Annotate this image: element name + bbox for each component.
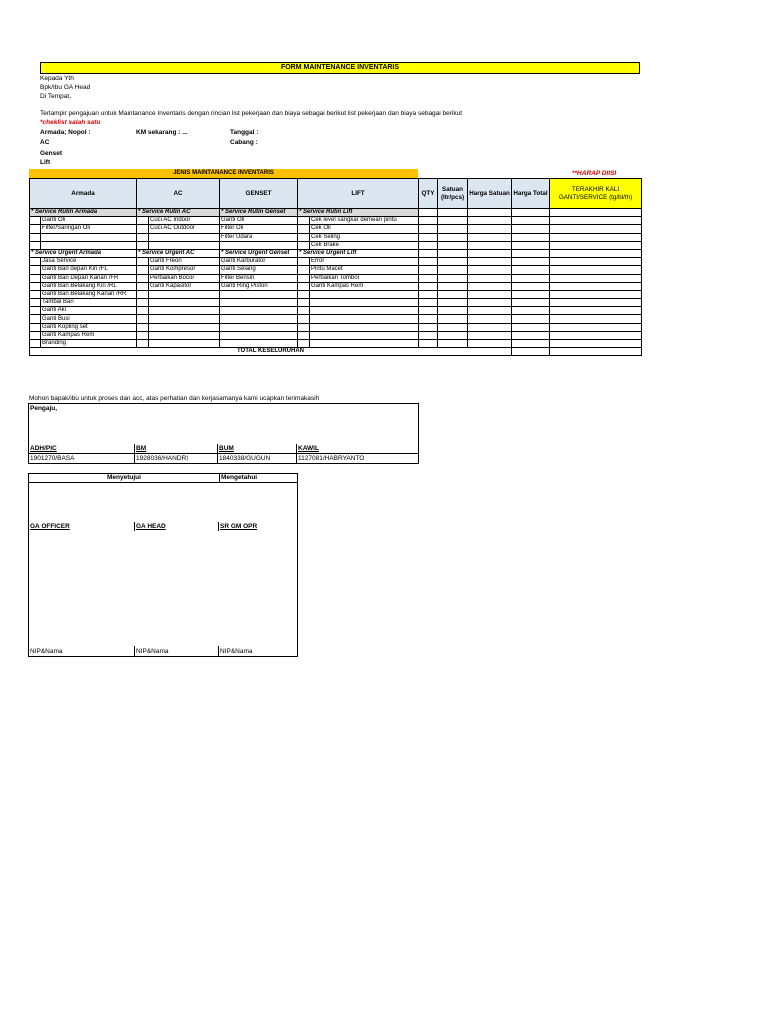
name-kawil: 1127081/HABRYANTO <box>298 455 365 462</box>
checkbox-cell[interactable] <box>137 258 149 266</box>
terakhir-cell[interactable] <box>550 340 642 348</box>
harga-total-cell[interactable] <box>512 274 550 282</box>
checkbox-cell[interactable] <box>30 323 41 331</box>
role-kawil: KAWIL <box>298 445 319 452</box>
terakhir-cell[interactable] <box>550 290 642 298</box>
harga-total-cell[interactable] <box>512 233 550 241</box>
item-lift <box>310 290 419 298</box>
qty-cell[interactable] <box>419 217 438 225</box>
terakhir-cell[interactable] <box>550 282 642 290</box>
checkbox-cell[interactable] <box>30 266 41 274</box>
table-header-row <box>30 179 642 209</box>
item-ac <box>149 299 220 307</box>
checkbox-cell[interactable] <box>137 217 149 225</box>
header-lift: LIFT <box>298 179 419 209</box>
checkbox-cell[interactable] <box>298 323 310 331</box>
item-genset: Ganti Selang <box>220 266 298 274</box>
item-ac: Perbaikan Bocor <box>149 274 220 282</box>
role-ga-head: GA HEAD <box>136 523 166 530</box>
satuan-cell[interactable] <box>438 209 468 217</box>
column-divider <box>218 522 219 531</box>
table-row <box>30 315 642 323</box>
checkbox-cell[interactable] <box>137 299 149 307</box>
nip-ga-head: NIP&Nama <box>136 648 169 655</box>
checkbox-cell[interactable] <box>137 225 149 233</box>
rutin-header-lift: * Service Rutin Lift <box>298 209 419 217</box>
harga-total-cell[interactable] <box>512 282 550 290</box>
checkbox-cell[interactable] <box>30 340 41 348</box>
terakhir-cell[interactable] <box>550 233 642 241</box>
item-ac: Cuci AC Outdoor <box>149 225 220 233</box>
item-genset: Ganti Oli <box>220 217 298 225</box>
satuan-cell[interactable] <box>438 323 468 331</box>
table-row <box>30 290 642 298</box>
column-divider <box>296 444 297 463</box>
item-lift: Cek Brake <box>310 241 419 249</box>
item-armada: Ganti Kopling set <box>41 323 137 331</box>
qty-cell[interactable] <box>419 315 438 323</box>
harga-total-cell[interactable] <box>512 323 550 331</box>
item-armada: Ganti Busi <box>41 315 137 323</box>
rutin-header-ac: * Service Rutin AC <box>137 209 220 217</box>
table-row <box>30 217 642 225</box>
checkbox-cell[interactable] <box>298 266 310 274</box>
qty-cell[interactable] <box>419 290 438 298</box>
harga-satuan-cell[interactable] <box>468 209 512 217</box>
table-row <box>30 282 642 290</box>
required-note: **HARAP DIISI <box>572 170 617 177</box>
item-genset: Ganti Ring Piston <box>220 282 298 290</box>
checkbox-cell[interactable] <box>30 307 41 315</box>
checkbox-cell[interactable] <box>30 258 41 266</box>
form-title: FORM MAINTENANCE INVENTARIS <box>40 62 640 74</box>
qty-cell[interactable] <box>419 331 438 339</box>
name-adh-pic: 1901270/BASA <box>30 455 75 462</box>
checkbox-cell[interactable] <box>137 340 149 348</box>
armada-nopol-label: Armada; Nopol : <box>40 129 91 136</box>
harga-total-cell[interactable] <box>512 331 550 339</box>
item-lift: Cek Oli <box>310 225 419 233</box>
harga-satuan-cell[interactable] <box>468 249 512 257</box>
satuan-cell[interactable] <box>438 290 468 298</box>
qty-cell[interactable] <box>419 249 438 257</box>
item-armada <box>41 233 137 241</box>
checkbox-cell[interactable] <box>298 315 310 323</box>
urgent-header-genset: * Service Urgent Genset <box>220 249 298 257</box>
harga-satuan-cell[interactable] <box>468 233 512 241</box>
item-lift: Ganti Kampas Rem <box>310 282 419 290</box>
checklist-note: *cheklist salah satu <box>40 119 101 126</box>
item-ac <box>149 323 220 331</box>
role-adh-pic: ADH/PIC <box>30 445 57 452</box>
harga-total-cell[interactable] <box>512 225 550 233</box>
qty-cell[interactable] <box>419 266 438 274</box>
item-genset <box>220 307 298 315</box>
total-label: TOTAL KESELURUHAN <box>30 348 512 356</box>
satuan-cell[interactable] <box>438 340 468 348</box>
qty-cell[interactable] <box>419 258 438 266</box>
item-genset: Filter Udara <box>220 233 298 241</box>
item-lift <box>310 299 419 307</box>
satuan-cell[interactable] <box>438 331 468 339</box>
harga-satuan-cell[interactable] <box>468 258 512 266</box>
addressee-line-1: Kepada Yth <box>40 75 74 82</box>
column-divider <box>218 646 219 656</box>
item-armada: Ganti Aki <box>41 307 137 315</box>
qty-cell[interactable] <box>419 323 438 331</box>
table-row <box>30 233 642 241</box>
header-harga-total: Harga Total <box>512 179 550 209</box>
urgent-header-ac: * Service Urgent AC <box>137 249 220 257</box>
item-ac <box>149 331 220 339</box>
item-armada: Tambal Ban <box>41 299 137 307</box>
pengaju-label: Pengaju, <box>30 405 58 412</box>
terakhir-cell[interactable] <box>550 258 642 266</box>
km-label: KM sekarang : ... <box>136 129 188 136</box>
item-lift <box>310 340 419 348</box>
menyetujui-header: Menyetujui <box>29 474 219 483</box>
approval-box-pengaju <box>28 403 419 464</box>
table-row <box>30 340 642 348</box>
terakhir-cell[interactable] <box>550 348 642 356</box>
checkbox-cell[interactable] <box>30 274 41 282</box>
satuan-cell[interactable] <box>438 315 468 323</box>
checkbox-cell[interactable] <box>30 290 41 298</box>
column-divider <box>134 522 135 531</box>
genset-label: Genset <box>40 150 63 157</box>
item-genset <box>220 299 298 307</box>
header-qty: QTY <box>419 179 438 209</box>
harga-total-cell[interactable] <box>512 307 550 315</box>
checkbox-cell[interactable] <box>137 307 149 315</box>
column-divider <box>217 444 218 463</box>
checkbox-cell[interactable] <box>30 233 41 241</box>
satuan-cell[interactable] <box>438 299 468 307</box>
harga-satuan-cell[interactable] <box>468 225 512 233</box>
checkbox-cell[interactable] <box>30 217 41 225</box>
item-lift <box>310 323 419 331</box>
satuan-cell[interactable] <box>438 225 468 233</box>
checkbox-cell[interactable] <box>30 241 41 249</box>
satuan-cell[interactable] <box>438 282 468 290</box>
column-divider <box>134 444 135 463</box>
checkbox-cell[interactable] <box>298 282 310 290</box>
harga-total-cell[interactable] <box>512 241 550 249</box>
table-row <box>30 331 642 339</box>
header-harga-satuan: Harga Satuan <box>468 179 512 209</box>
terakhir-cell[interactable] <box>550 315 642 323</box>
item-armada: Jasa Service <box>41 258 137 266</box>
harga-satuan-cell[interactable] <box>468 331 512 339</box>
item-lift <box>310 331 419 339</box>
checkbox-cell[interactable] <box>137 241 149 249</box>
section-title-bar: JENIS MAINTANANCE INVENTARIS <box>29 169 418 178</box>
item-genset <box>220 241 298 249</box>
urgent-section-row <box>30 249 642 257</box>
checkbox-cell[interactable] <box>137 290 149 298</box>
checkbox-cell[interactable] <box>30 282 41 290</box>
item-lift <box>310 315 419 323</box>
item-armada: Ganti Ban Belakang Kanan /RR <box>41 290 137 298</box>
item-genset: Filter Bensin <box>220 274 298 282</box>
item-genset <box>220 331 298 339</box>
role-bm: BM <box>136 445 147 452</box>
checkbox-cell[interactable] <box>137 233 149 241</box>
item-genset <box>220 323 298 331</box>
header-ac: AC <box>137 179 220 209</box>
qty-cell[interactable] <box>419 225 438 233</box>
terakhir-cell[interactable] <box>550 331 642 339</box>
harga-total-cell[interactable] <box>512 315 550 323</box>
rutin-header-genset: * Service Rutin Genset <box>220 209 298 217</box>
harga-total-cell[interactable] <box>512 209 550 217</box>
item-lift: Pintu Macet <box>310 266 419 274</box>
checkbox-cell[interactable] <box>30 331 41 339</box>
checkbox-cell[interactable] <box>137 323 149 331</box>
addressee-line-3: Di Tempat, <box>40 93 71 100</box>
table-row <box>30 266 642 274</box>
checkbox-cell[interactable] <box>298 274 310 282</box>
item-genset: Filter Oli <box>220 225 298 233</box>
qty-cell[interactable] <box>419 233 438 241</box>
role-ga-officer: GA OFFICER <box>30 523 70 530</box>
item-genset <box>220 290 298 298</box>
harga-satuan-cell[interactable] <box>468 315 512 323</box>
qty-cell[interactable] <box>419 241 438 249</box>
harga-satuan-cell[interactable] <box>468 282 512 290</box>
item-ac: Ganti Freon <box>149 258 220 266</box>
satuan-cell[interactable] <box>438 217 468 225</box>
rutin-header-armada: * Service Rutin Armada <box>30 209 137 217</box>
harga-satuan-cell[interactable] <box>468 299 512 307</box>
satuan-cell[interactable] <box>438 307 468 315</box>
item-lift <box>310 307 419 315</box>
checkbox-cell[interactable] <box>298 241 310 249</box>
checkbox-cell[interactable] <box>298 307 310 315</box>
checkbox-cell[interactable] <box>298 233 310 241</box>
satuan-cell[interactable] <box>438 233 468 241</box>
table-row <box>30 274 642 282</box>
terakhir-cell[interactable] <box>550 266 642 274</box>
terakhir-cell[interactable] <box>550 217 642 225</box>
checkbox-cell[interactable] <box>30 315 41 323</box>
table-row <box>30 299 642 307</box>
approval-box-menyetujui <box>28 473 298 657</box>
qty-cell[interactable] <box>419 209 438 217</box>
item-ac: Ganti Kompresor <box>149 266 220 274</box>
item-ac <box>149 290 220 298</box>
checkbox-cell[interactable] <box>298 340 310 348</box>
checkbox-cell[interactable] <box>30 225 41 233</box>
checkbox-cell[interactable] <box>298 258 310 266</box>
item-ac <box>149 241 220 249</box>
checkbox-cell[interactable] <box>298 299 310 307</box>
item-genset <box>220 315 298 323</box>
grand-total-cell[interactable] <box>512 348 550 356</box>
mengetahui-header: Mengetahui <box>219 474 297 483</box>
table-row <box>30 307 642 315</box>
cabang-label: Cabang : <box>230 139 258 146</box>
item-armada <box>41 241 137 249</box>
item-armada: Ganti Ban depan Kiri /FL <box>41 266 137 274</box>
harga-total-cell[interactable] <box>512 266 550 274</box>
item-armada: Ganti Kampas Rem <box>41 331 137 339</box>
checkbox-cell[interactable] <box>298 225 310 233</box>
harga-satuan-cell[interactable] <box>468 241 512 249</box>
item-genset <box>220 340 298 348</box>
item-armada: Ganti Oli <box>41 217 137 225</box>
table-row <box>30 225 642 233</box>
item-ac <box>149 233 220 241</box>
terakhir-cell[interactable] <box>550 241 642 249</box>
checkbox-cell[interactable] <box>298 290 310 298</box>
item-lift: Error <box>310 258 419 266</box>
checkbox-cell[interactable] <box>137 315 149 323</box>
terakhir-cell[interactable] <box>550 299 642 307</box>
satuan-cell[interactable] <box>438 266 468 274</box>
terakhir-cell[interactable] <box>550 209 642 217</box>
checkbox-cell[interactable] <box>137 274 149 282</box>
item-ac <box>149 340 220 348</box>
item-armada: Ganti Ban Depan Kanan /FR <box>41 274 137 282</box>
item-armada: Filter/Saringan Oli <box>41 225 137 233</box>
rutin-section-row <box>30 209 642 217</box>
satuan-cell[interactable] <box>438 258 468 266</box>
satuan-cell[interactable] <box>438 241 468 249</box>
qty-cell[interactable] <box>419 299 438 307</box>
header-satuan: Satuan (ltr/pcs) <box>438 179 468 209</box>
satuan-cell[interactable] <box>438 274 468 282</box>
item-armada: Branding <box>41 340 137 348</box>
total-row <box>30 348 642 356</box>
terakhir-cell[interactable] <box>550 249 642 257</box>
harga-satuan-cell[interactable] <box>468 307 512 315</box>
satuan-cell[interactable] <box>438 249 468 257</box>
terakhir-cell[interactable] <box>550 307 642 315</box>
item-ac <box>149 307 220 315</box>
addressee-line-2: Bpk/Ibu GA Head <box>40 84 91 91</box>
harga-total-cell[interactable] <box>512 217 550 225</box>
nip-ga-officer: NIP&Nama <box>30 648 63 655</box>
name-bm: 1928036/HANDRI <box>136 455 189 462</box>
qty-cell[interactable] <box>419 274 438 282</box>
checkbox-cell[interactable] <box>298 217 310 225</box>
intro-text: Terlampir pengajuan untuk Maintanance Inventaris dengan rincian list pekerjaan dan biaya sebagai berikut list pekerjaan dan biaya sebagai berikut <box>40 110 463 117</box>
harga-satuan-cell[interactable] <box>468 290 512 298</box>
table-row <box>30 323 642 331</box>
terakhir-cell[interactable] <box>550 323 642 331</box>
harga-total-cell[interactable] <box>512 290 550 298</box>
tanggal-label: Tanggal : <box>230 129 259 136</box>
table-row <box>30 241 642 249</box>
item-ac: Ganti Kapasitor <box>149 282 220 290</box>
item-lift: Cek Seling <box>310 233 419 241</box>
header-armada: Armada <box>30 179 137 209</box>
checkbox-cell[interactable] <box>298 331 310 339</box>
harga-total-cell[interactable] <box>512 258 550 266</box>
terakhir-cell[interactable] <box>550 225 642 233</box>
checkbox-cell[interactable] <box>137 331 149 339</box>
checkbox-cell[interactable] <box>30 299 41 307</box>
checkbox-cell[interactable] <box>137 282 149 290</box>
lift-label: Lift <box>40 159 51 166</box>
nip-sr-gm-opr: NIP&Nama <box>220 648 253 655</box>
qty-cell[interactable] <box>419 340 438 348</box>
header-genset: GENSET <box>220 179 298 209</box>
harga-total-cell[interactable] <box>512 249 550 257</box>
table-row <box>30 258 642 266</box>
harga-satuan-cell[interactable] <box>468 217 512 225</box>
checkbox-cell[interactable] <box>137 266 149 274</box>
item-armada: Ganti Ban Belakang Kiri /RL <box>41 282 137 290</box>
harga-total-cell[interactable] <box>512 340 550 348</box>
maintenance-table <box>29 178 642 356</box>
item-lift: Cek level sangkar demean pintu <box>310 217 419 225</box>
harga-satuan-cell[interactable] <box>468 274 512 282</box>
item-ac: Cuci AC Indoor <box>149 217 220 225</box>
urgent-header-armada: * Service Urgent Armada <box>30 249 137 257</box>
item-lift: Perbaikan Tombol <box>310 274 419 282</box>
qty-cell[interactable] <box>419 282 438 290</box>
item-ac <box>149 315 220 323</box>
harga-total-cell[interactable] <box>512 299 550 307</box>
name-bum: 1840338/GUGUN <box>219 455 271 462</box>
terakhir-cell[interactable] <box>550 274 642 282</box>
harga-satuan-cell[interactable] <box>468 323 512 331</box>
item-genset: Ganti Karburator <box>220 258 298 266</box>
column-divider <box>134 646 135 656</box>
role-bum: BUM <box>219 445 234 452</box>
urgent-header-lift: * Service Urgent Lift <box>298 249 419 257</box>
harga-satuan-cell[interactable] <box>468 340 512 348</box>
header-terakhir: TERAKHIR KALI GANTI/SERVICE (tg/bl/th) <box>550 179 642 209</box>
ac-label: AC <box>40 139 50 146</box>
harga-satuan-cell[interactable] <box>468 266 512 274</box>
qty-cell[interactable] <box>419 307 438 315</box>
role-sr-gm-opr: SR GM OPR <box>220 523 258 530</box>
closing-text: Mohon bapak/ibu untuk proses dan acc, atas perhatian dan kerjasamanya kami ucapkan terimakasih <box>29 395 320 402</box>
